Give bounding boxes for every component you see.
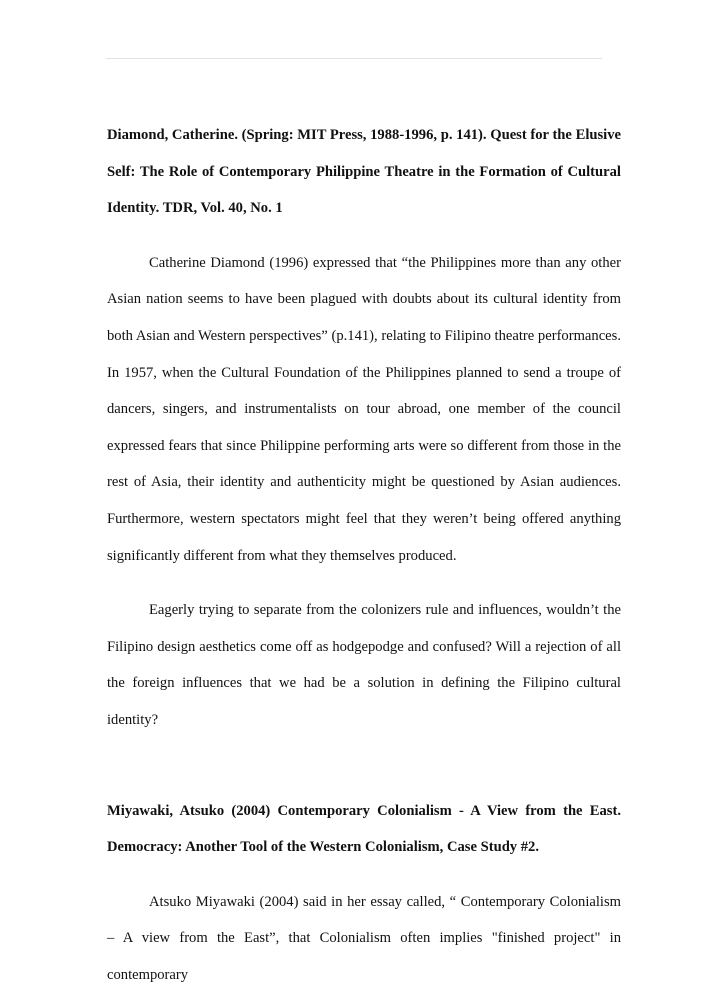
spacer [107, 866, 621, 884]
paragraph-diamond-question: Eagerly trying to separate from the colonizers rule and influences, wouldn’t the Filipino design aesthetics come off as hodgepodge and confused? Will a rejection of all the foreign influences that we had be a solution in defining the Filipino cultural identity? [107, 602, 621, 728]
header-divider [106, 58, 602, 59]
paragraph-diamond-summary: Catherine Diamond (1996) expressed that “the Philippines more than any other Asian nation seems to have been plagued with doubts about its cultural identity from both Asian and Western perspectives” (p.141), relating to Filipino theatre performances. In 1957, when the Cultural Foundation of the Philippines planned to send a troupe of dancers, singers, and instrumentalists on tour abroad, one member of the council expressed fears that since Philippine performing arts were so different from those in the rest of Asia, their identity and authenticity might be questioned by Asian audiences. Furthermore, western spectators might feel that they weren’t being offered anything significantly different from what they themselves produced. [107, 254, 621, 564]
spacer [107, 574, 621, 592]
spacer [107, 227, 621, 245]
citation-heading-miyawaki: Miyawaki, Atsuko (2004) Contemporary Colonialism - A View from the East. Democracy: Another Tool of the Western Colonialism, Case Study #2. [107, 802, 621, 856]
citation-heading-diamond: Diamond, Catherine. (Spring: MIT Press, 1988-1996, p. 141). Quest for the Elusive Self: The Role of Contemporary Philippine Theatre in the Formation of Cultural Identity. TDR, Vol. 40, No. 1 [107, 127, 621, 217]
paragraph-miyawaki-summary: Atsuko Miyawaki (2004) said in her essay called, “ Contemporary Colonialism – A view from the East”, that Colonialism often implies "finished project" in contemporary [107, 893, 621, 983]
spacer [107, 739, 621, 793]
document-body [107, 117, 621, 993]
